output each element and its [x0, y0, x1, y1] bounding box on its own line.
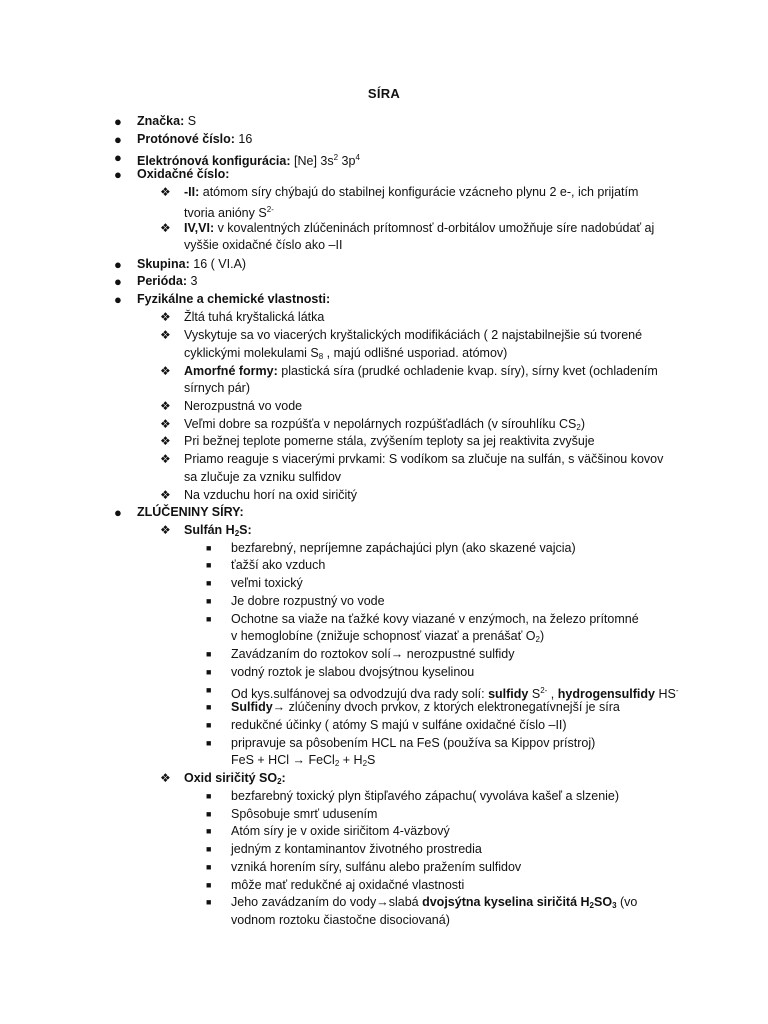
bullet-dot: ● — [114, 167, 122, 182]
bullet-diamond: ❖ — [160, 434, 171, 448]
item-group: Skupina: 16 ( VI.A) — [137, 257, 247, 271]
item-period: Perióda: 3 — [137, 274, 198, 288]
sulfan-precipitate: Zavádzaním do roztokov solí→ nerozpustné sulfidy — [231, 647, 515, 661]
so2-colorless: bezfarebný toxický plyn štipľavého zápachu( vyvoláva kašeľ a slzenie) — [231, 789, 620, 803]
bullet-square: ■ — [206, 614, 212, 624]
bullet-square: ■ — [206, 560, 212, 570]
prop-amorphous: Amorfné formy: plastická síra (prudké ochladenie kvap. síry), sírny kvet (ochladením — [184, 364, 658, 378]
bullet-square: ■ — [206, 596, 212, 606]
item-properties: Fyzikálne a chemické vlastnosti: — [137, 292, 331, 306]
compound-sulfan: Sulfán $H_2S$: — [184, 523, 252, 538]
sulfan-binds-metals: Ochotne sa viaže na ťažké kovy viazané v enzýmoch, na železo prítomné — [231, 612, 639, 626]
prop-crystal-mods-cont: cyklickými molekulami $S_8$ , majú odlišné usporiad. atómov) — [184, 346, 508, 361]
bullet-dot: ● — [114, 257, 122, 272]
bullet-square: ■ — [206, 809, 212, 819]
bullet-diamond: ❖ — [160, 310, 171, 324]
ox-four-six-cont: vyššie oxidačné číslo ako –II — [184, 238, 343, 252]
bullet-square: ■ — [206, 897, 212, 907]
prop-amorphous-cont: sírnych pár) — [184, 381, 250, 395]
so2-pollutant: jedným z kontaminantov životného prostredia — [231, 842, 482, 856]
sulfan-colorless: bezfarebný, nepríjemne zapáchajúci plyn (ako skazené vajcia) — [231, 541, 576, 555]
so2-suffocation: Spôsobuje smrť udusením — [231, 807, 378, 821]
bullet-diamond: ❖ — [160, 771, 171, 785]
item-proton-number: Protónové číslo: 16 — [137, 132, 253, 146]
bullet-diamond: ❖ — [160, 185, 171, 199]
ox-minus-two-cont: tvoria anióny $S^{2-}$ — [184, 205, 274, 220]
bullet-square: ■ — [206, 702, 212, 712]
bullet-square: ■ — [206, 649, 212, 659]
sulfan-heavier: ťažší ako vzduch — [231, 558, 326, 572]
sulfan-preparation: pripravuje sa pôsobením HCL na FeS (používa sa Kippov prístroj) — [231, 736, 596, 750]
bullet-square: ■ — [206, 720, 212, 730]
sulfan-soluble: Je dobre rozpustný vo vode — [231, 594, 385, 608]
bullet-diamond: ❖ — [160, 328, 171, 342]
document-title: SÍRA — [367, 86, 401, 101]
compound-so2: Oxid siričitý $SO_2$: — [184, 771, 286, 786]
prop-soluble-nonpolar: Veľmi dobre sa rozpúšťa v nepolárnych rozpúšťadlách (v sírouhlíku $CS_2$) — [184, 417, 586, 432]
so2-bonds: Atóm síry je v oxide siričitom 4-väzbový — [231, 824, 450, 838]
bullet-dot: ● — [114, 150, 122, 165]
bullet-square: ■ — [206, 880, 212, 890]
sulfan-reducing: redukčné účinky ( atómy S majú v sulfáne oxidačné číslo –II) — [231, 718, 567, 732]
bullet-dot: ● — [114, 114, 122, 129]
bullet-diamond: ❖ — [160, 452, 171, 466]
bullet-square: ■ — [206, 791, 212, 801]
item-electron-config: Elektrónová konfigurácia: [Ne] $3s^2$ $3p^4$ — [137, 153, 360, 168]
bullet-diamond: ❖ — [160, 488, 171, 502]
bullet-square: ■ — [206, 826, 212, 836]
item-oxidation-number: Oxidačné číslo: — [137, 167, 230, 181]
prop-reactivity: Pri bežnej teplote pomerne stála, zvýšením teploty sa jej reaktivita zvyšuje — [184, 434, 595, 448]
bullet-diamond: ❖ — [160, 399, 171, 413]
so2-formation: vzniká horením síry, sulfánu alebo pražením sulfidov — [231, 860, 522, 874]
so2-in-water: Jeho zavádzaním do vody→slabá dvojsýtna kyselina siričitá $H_2SO_3$ (vo — [231, 895, 638, 910]
prop-direct-reaction: Priamo reaguje s viacerými prvkami: S vodíkom sa zlučuje na sulfán, s väčšinou kovov — [184, 452, 664, 466]
bullet-square: ■ — [206, 543, 212, 553]
prop-yellow-solid: Žltá tuhá kryštalická látka — [184, 310, 325, 324]
bullet-diamond: ❖ — [160, 417, 171, 431]
sulfan-equation: FeS + HCl → FeCl$_2$ + $H_2S$ — [231, 753, 376, 768]
ox-minus-two: -II: atómom síry chýbajú do stabilnej konfigurácie vzácneho plynu 2 e-, ich prijatím — [184, 185, 639, 199]
so2-in-water-cont: vodnom roztoku čiastočne disociovaná) — [231, 913, 450, 927]
bullet-diamond: ❖ — [160, 364, 171, 378]
bullet-diamond: ❖ — [160, 523, 171, 537]
sulfan-toxic: veľmi toxický — [231, 576, 303, 590]
item-compounds: ZLÚČENINY SÍRY: — [137, 505, 244, 519]
bullet-square: ■ — [206, 844, 212, 854]
bullet-dot: ● — [114, 132, 122, 147]
bullet-square: ■ — [206, 667, 212, 677]
bullet-square: ■ — [206, 862, 212, 872]
prop-crystal-mods: Vyskytuje sa vo viacerých kryštalických modifikáciách ( 2 najstabilnejšie sú tvorené — [184, 328, 643, 342]
prop-direct-reaction-cont: sa zlučuje za vzniku sulfidov — [184, 470, 342, 484]
bullet-diamond: ❖ — [160, 221, 171, 235]
bullet-dot: ● — [114, 292, 122, 307]
bullet-square: ■ — [206, 685, 212, 695]
bullet-dot: ● — [114, 274, 122, 289]
ox-four-six: IV,VI: v kovalentných zlúčeninách prítomnosť d-orbitálov umožňuje síre nadobúdať aj — [184, 221, 655, 235]
so2-redox: môže mať redukčné aj oxidačné vlastnosti — [231, 878, 465, 892]
sulfides-definition: Sulfidy→ zlúčeniny dvoch prvkov, z ktorých elektronegatívnejší je síra — [231, 700, 620, 714]
prop-insoluble-water: Nerozpustná vo vode — [184, 399, 303, 413]
sulfan-weak-acid: vodný roztok je slabou dvojsýtnou kyselinou — [231, 665, 475, 679]
item-symbol: Značka: S — [137, 114, 197, 128]
prop-burns-in-air: Na vzduchu horí na oxid siričitý — [184, 488, 357, 502]
bullet-dot: ● — [114, 505, 122, 520]
sulfan-salts: Od kys.sulfánovej sa odvodzujú dva rady solí: sulfidy $S^{2-}$ , hydrogensulfidy HS- — [231, 686, 679, 701]
sulfan-binds-metals-cont: v hemoglobíne (znižuje schopnosť viazať a prenášať $O_2$) — [231, 629, 545, 644]
bullet-square: ■ — [206, 578, 212, 588]
bullet-square: ■ — [206, 738, 212, 748]
